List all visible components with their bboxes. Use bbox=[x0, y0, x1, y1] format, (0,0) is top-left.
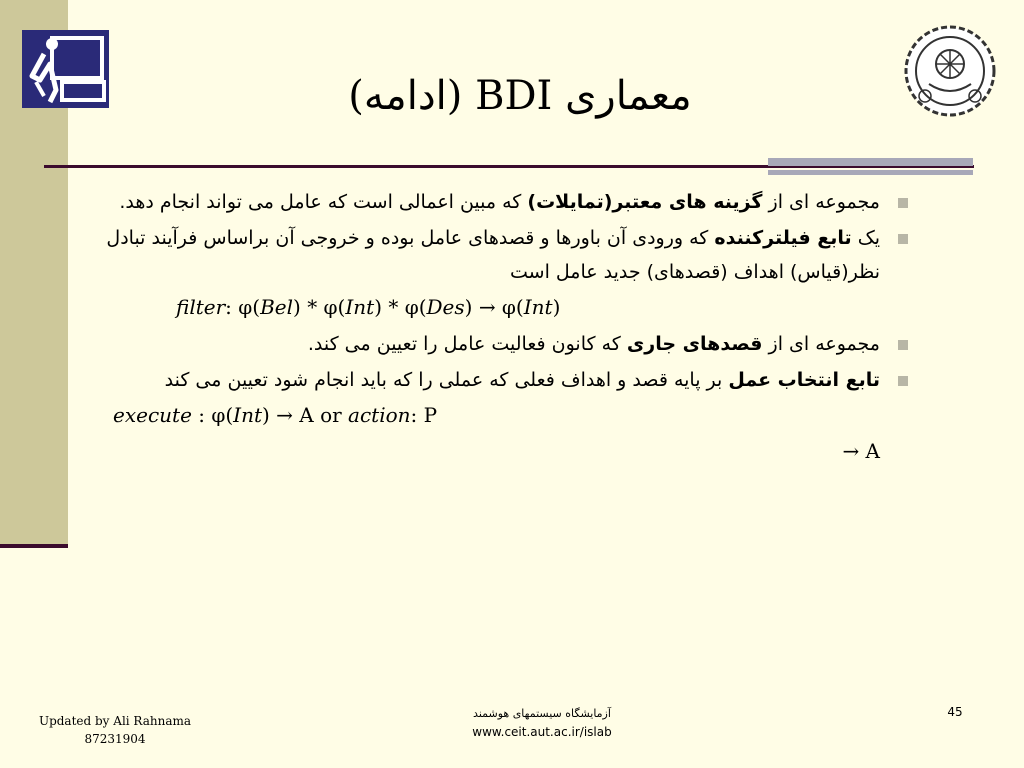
slide-content bbox=[100, 185, 910, 471]
updated-by-text: Updated by Ali Rahnama bbox=[38, 714, 192, 728]
university-seal-logo-icon bbox=[903, 24, 997, 118]
footer-lab bbox=[440, 705, 644, 741]
bullet-square-icon bbox=[898, 340, 908, 350]
bullet-item: یک تابع فیلترکننده که ورودی آن باورها و قصدهای عامل بوده و خروجی آن براساس فرآیند تبادل نظر(قیاس) اهداف (قصدهای) جدید عامل است bbox=[100, 221, 910, 289]
filter-formula: filter: φ(Bel) * φ(Int) * φ(Des) → φ(Int) bbox=[176, 295, 561, 319]
student-id-text: 87231904 bbox=[84, 732, 146, 746]
bullet-item: تابع انتخاب عمل بر پایه قصد و اهداف فعلی که عملی را که باید انجام شود تعیین می کند bbox=[100, 363, 910, 397]
page-number: 45 bbox=[947, 705, 963, 719]
slide-title: معماری BDI (ادامه) bbox=[348, 73, 692, 119]
footer-author bbox=[25, 712, 205, 748]
computer-person-logo-icon bbox=[22, 30, 109, 108]
bullet-item: مجموعه ای از قصدهای جاری که کانون فعالیت عامل را تعیین می کند. bbox=[100, 327, 910, 361]
execute-formula: execute : φ(Int) → A or action: P bbox=[113, 403, 438, 427]
bullet-square-icon bbox=[898, 198, 908, 208]
title-accent-bar bbox=[768, 158, 973, 180]
sidebar-divider bbox=[0, 544, 68, 548]
lab-name-text: آزمایشگاه سیستمهای هوشمند bbox=[473, 707, 611, 720]
lab-url-link[interactable]: www.ceit.aut.ac.ir/islab bbox=[472, 725, 612, 739]
bullet-square-icon bbox=[898, 234, 908, 244]
execute-formula-result: → A bbox=[842, 439, 880, 463]
bullet-item: مجموعه ای از گزینه های معتبر(تمایلات) که مبین اعمالی است که عامل می تواند انجام دهد. bbox=[100, 185, 910, 219]
bullet-square-icon bbox=[898, 376, 908, 386]
